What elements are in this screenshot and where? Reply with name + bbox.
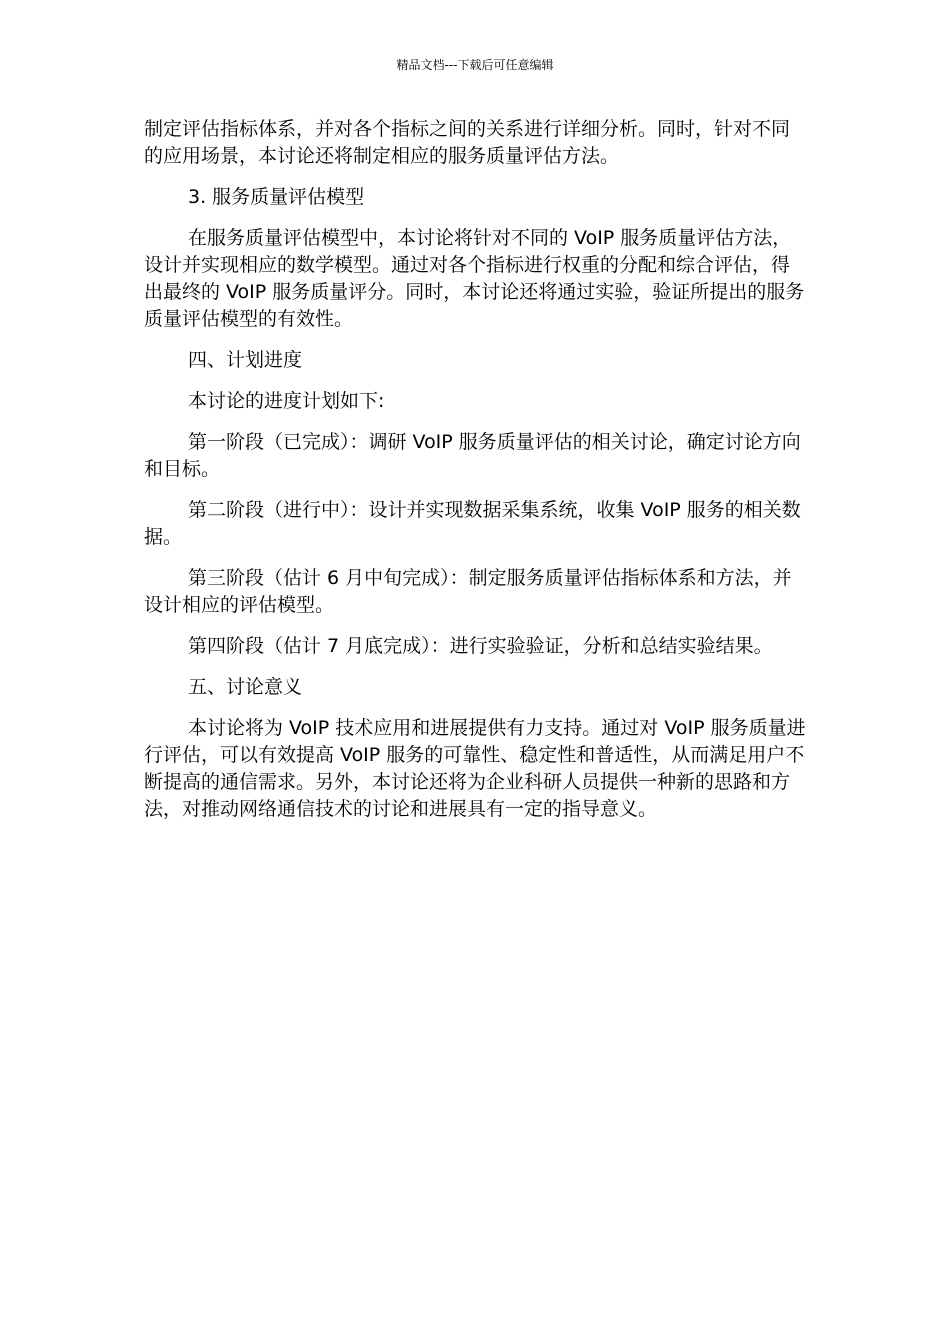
paragraph-model: 在服务质量评估模型中，本讨论将针对不同的 VoIP 服务质量评估方法，设计并实现相应的数学模型。通过对各个指标进行权重的分配和综合评估，得出最终的 VoIP 服务质量评分。同时，本讨论还将通过实验，验证所提出的服务质量评估模型的有效性。 xyxy=(144,227,805,330)
paragraph-significance: 本讨论将为 VoIP 技术应用和进展提供有力支持。通过对 VoIP 服务质量进行评估，可以有效提高 VoIP 服务的可靠性、稳定性和普适性，从而满足用户不断提高的通信需求。另外，本讨论还将为企业科研人员提供一种新的思路和方法，对推动网络通信技术的讨论和进展具有一定的指导意义。 xyxy=(144,717,806,820)
paragraph-plan-intro: 本讨论的进度计划如下: xyxy=(188,390,385,412)
section-heading-model: 3. 服务质量评估模型 xyxy=(188,186,365,208)
document-body xyxy=(144,116,806,837)
paragraph-evaluation-method: 制定评估指标体系，并对各个指标之间的关系进行详细分析。同时，针对不同的应用场景，本讨论还将制定相应的服务质量评估方法。 xyxy=(144,118,791,167)
paragraph-stage-4: 第四阶段（估计 7 月底完成）：进行实验验证，分析和总结实验结果。 xyxy=(188,635,773,657)
paragraph-stage-2: 第二阶段（进行中）：设计并实现数据采集系统，收集 VoIP 服务的相关数据。 xyxy=(144,499,801,548)
paragraph-stage-3: 第三阶段（估计 6 月中旬完成）：制定服务质量评估指标体系和方法，并设计相应的评估模型。 xyxy=(144,567,792,616)
paragraph-stage-1: 第一阶段（已完成）：调研 VoIP 服务质量评估的相关讨论，确定讨论方向和目标。 xyxy=(144,431,801,480)
page-header: 精品文档---下载后可任意编辑 xyxy=(396,58,554,72)
section-heading-significance: 五、讨论意义 xyxy=(188,676,303,698)
section-heading-plan: 四、计划进度 xyxy=(188,349,303,371)
